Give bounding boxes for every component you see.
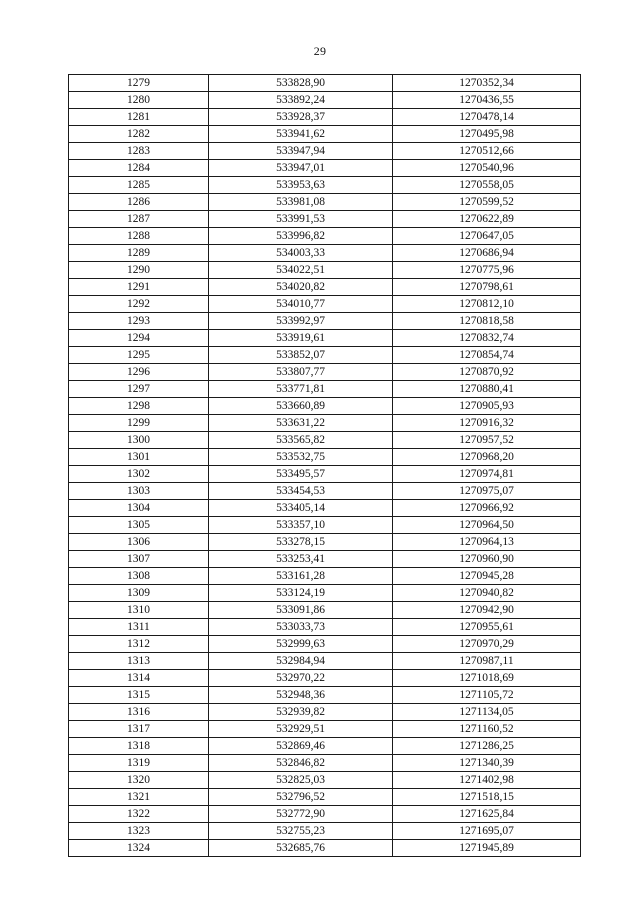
y-coordinate-cell: 1270970,29 bbox=[393, 636, 581, 653]
x-coordinate-cell: 532772,90 bbox=[209, 806, 393, 823]
x-coordinate-cell: 533992,97 bbox=[209, 313, 393, 330]
y-coordinate-cell: 1270916,32 bbox=[393, 415, 581, 432]
table-row bbox=[69, 364, 581, 381]
table-row bbox=[69, 840, 581, 857]
table-row bbox=[69, 245, 581, 262]
x-coordinate-cell: 533660,89 bbox=[209, 398, 393, 415]
point-number-cell: 1288 bbox=[69, 228, 209, 245]
point-number-cell: 1308 bbox=[69, 568, 209, 585]
y-coordinate-cell: 1270870,92 bbox=[393, 364, 581, 381]
x-coordinate-cell: 534022,51 bbox=[209, 262, 393, 279]
y-coordinate-cell: 1270818,58 bbox=[393, 313, 581, 330]
table-row bbox=[69, 534, 581, 551]
x-coordinate-cell: 533278,15 bbox=[209, 534, 393, 551]
point-number-cell: 1280 bbox=[69, 92, 209, 109]
point-number-cell: 1287 bbox=[69, 211, 209, 228]
table-row bbox=[69, 602, 581, 619]
point-number-cell: 1295 bbox=[69, 347, 209, 364]
y-coordinate-cell: 1270775,96 bbox=[393, 262, 581, 279]
x-coordinate-cell: 533828,90 bbox=[209, 75, 393, 92]
x-coordinate-cell: 533892,24 bbox=[209, 92, 393, 109]
x-coordinate-cell: 532825,03 bbox=[209, 772, 393, 789]
table-row bbox=[69, 143, 581, 160]
y-coordinate-cell: 1271286,25 bbox=[393, 738, 581, 755]
table-row bbox=[69, 806, 581, 823]
table-row bbox=[69, 670, 581, 687]
y-coordinate-cell: 1271518,15 bbox=[393, 789, 581, 806]
point-number-cell: 1289 bbox=[69, 245, 209, 262]
table-row bbox=[69, 687, 581, 704]
x-coordinate-cell: 532929,51 bbox=[209, 721, 393, 738]
table-row bbox=[69, 109, 581, 126]
point-number-cell: 1316 bbox=[69, 704, 209, 721]
table-row bbox=[69, 92, 581, 109]
y-coordinate-cell: 1270436,55 bbox=[393, 92, 581, 109]
table-row bbox=[69, 75, 581, 92]
table-row bbox=[69, 551, 581, 568]
table-row bbox=[69, 568, 581, 585]
point-number-cell: 1319 bbox=[69, 755, 209, 772]
x-coordinate-cell: 532999,63 bbox=[209, 636, 393, 653]
point-number-cell: 1305 bbox=[69, 517, 209, 534]
table-row bbox=[69, 330, 581, 347]
table-row bbox=[69, 585, 581, 602]
table-row bbox=[69, 347, 581, 364]
x-coordinate-cell: 532984,94 bbox=[209, 653, 393, 670]
table-row bbox=[69, 177, 581, 194]
point-number-cell: 1296 bbox=[69, 364, 209, 381]
point-number-cell: 1281 bbox=[69, 109, 209, 126]
y-coordinate-cell: 1271105,72 bbox=[393, 687, 581, 704]
y-coordinate-cell: 1270974,81 bbox=[393, 466, 581, 483]
table-row bbox=[69, 755, 581, 772]
point-number-cell: 1315 bbox=[69, 687, 209, 704]
y-coordinate-cell: 1270987,11 bbox=[393, 653, 581, 670]
point-number-cell: 1298 bbox=[69, 398, 209, 415]
y-coordinate-cell: 1270964,13 bbox=[393, 534, 581, 551]
y-coordinate-cell: 1270647,05 bbox=[393, 228, 581, 245]
table-row bbox=[69, 772, 581, 789]
point-number-cell: 1311 bbox=[69, 619, 209, 636]
y-coordinate-cell: 1270512,66 bbox=[393, 143, 581, 160]
x-coordinate-cell: 533928,37 bbox=[209, 109, 393, 126]
table-row bbox=[69, 789, 581, 806]
x-coordinate-cell: 533405,14 bbox=[209, 500, 393, 517]
point-number-cell: 1323 bbox=[69, 823, 209, 840]
table-row bbox=[69, 483, 581, 500]
table-row bbox=[69, 296, 581, 313]
table-row bbox=[69, 636, 581, 653]
table-row bbox=[69, 228, 581, 245]
y-coordinate-cell: 1270945,28 bbox=[393, 568, 581, 585]
point-number-cell: 1292 bbox=[69, 296, 209, 313]
x-coordinate-cell: 532685,76 bbox=[209, 840, 393, 857]
table-row bbox=[69, 500, 581, 517]
x-coordinate-cell: 533941,62 bbox=[209, 126, 393, 143]
table-row bbox=[69, 449, 581, 466]
table-row bbox=[69, 160, 581, 177]
x-coordinate-cell: 533771,81 bbox=[209, 381, 393, 398]
x-coordinate-cell: 533091,86 bbox=[209, 602, 393, 619]
table-row bbox=[69, 738, 581, 755]
y-coordinate-cell: 1271695,07 bbox=[393, 823, 581, 840]
table-row bbox=[69, 517, 581, 534]
y-coordinate-cell: 1270686,94 bbox=[393, 245, 581, 262]
y-coordinate-cell: 1270495,98 bbox=[393, 126, 581, 143]
x-coordinate-cell: 533454,53 bbox=[209, 483, 393, 500]
table-row bbox=[69, 721, 581, 738]
point-number-cell: 1307 bbox=[69, 551, 209, 568]
y-coordinate-cell: 1270905,93 bbox=[393, 398, 581, 415]
point-number-cell: 1291 bbox=[69, 279, 209, 296]
point-number-cell: 1294 bbox=[69, 330, 209, 347]
point-number-cell: 1318 bbox=[69, 738, 209, 755]
point-number-cell: 1285 bbox=[69, 177, 209, 194]
y-coordinate-cell: 1271018,69 bbox=[393, 670, 581, 687]
x-coordinate-cell: 533631,22 bbox=[209, 415, 393, 432]
x-coordinate-cell: 533532,75 bbox=[209, 449, 393, 466]
x-coordinate-cell: 533807,77 bbox=[209, 364, 393, 381]
table-row bbox=[69, 381, 581, 398]
y-coordinate-cell: 1270942,90 bbox=[393, 602, 581, 619]
point-number-cell: 1293 bbox=[69, 313, 209, 330]
point-number-cell: 1303 bbox=[69, 483, 209, 500]
x-coordinate-cell: 533919,61 bbox=[209, 330, 393, 347]
point-number-cell: 1312 bbox=[69, 636, 209, 653]
x-coordinate-cell: 533981,08 bbox=[209, 194, 393, 211]
x-coordinate-cell: 532970,22 bbox=[209, 670, 393, 687]
y-coordinate-cell: 1270880,41 bbox=[393, 381, 581, 398]
y-coordinate-cell: 1270540,96 bbox=[393, 160, 581, 177]
point-number-cell: 1302 bbox=[69, 466, 209, 483]
point-number-cell: 1306 bbox=[69, 534, 209, 551]
x-coordinate-cell: 533124,19 bbox=[209, 585, 393, 602]
y-coordinate-cell: 1270964,50 bbox=[393, 517, 581, 534]
coordinates-table bbox=[68, 74, 581, 857]
point-number-cell: 1283 bbox=[69, 143, 209, 160]
point-number-cell: 1297 bbox=[69, 381, 209, 398]
y-coordinate-cell: 1271340,39 bbox=[393, 755, 581, 772]
y-coordinate-cell: 1270968,20 bbox=[393, 449, 581, 466]
x-coordinate-cell: 534003,33 bbox=[209, 245, 393, 262]
y-coordinate-cell: 1271134,05 bbox=[393, 704, 581, 721]
point-number-cell: 1314 bbox=[69, 670, 209, 687]
point-number-cell: 1304 bbox=[69, 500, 209, 517]
x-coordinate-cell: 532939,82 bbox=[209, 704, 393, 721]
y-coordinate-cell: 1270812,10 bbox=[393, 296, 581, 313]
point-number-cell: 1313 bbox=[69, 653, 209, 670]
y-coordinate-cell: 1270957,52 bbox=[393, 432, 581, 449]
table-row bbox=[69, 415, 581, 432]
page-number: 29 bbox=[313, 44, 327, 58]
x-coordinate-cell: 532948,36 bbox=[209, 687, 393, 704]
table-row bbox=[69, 211, 581, 228]
table-row bbox=[69, 653, 581, 670]
x-coordinate-cell: 533947,94 bbox=[209, 143, 393, 160]
coordinates-table-body bbox=[69, 75, 581, 857]
table-row bbox=[69, 704, 581, 721]
x-coordinate-cell: 533161,28 bbox=[209, 568, 393, 585]
y-coordinate-cell: 1271402,98 bbox=[393, 772, 581, 789]
point-number-cell: 1300 bbox=[69, 432, 209, 449]
x-coordinate-cell: 533253,41 bbox=[209, 551, 393, 568]
x-coordinate-cell: 533996,82 bbox=[209, 228, 393, 245]
y-coordinate-cell: 1270352,34 bbox=[393, 75, 581, 92]
table-row bbox=[69, 619, 581, 636]
x-coordinate-cell: 532755,23 bbox=[209, 823, 393, 840]
y-coordinate-cell: 1270478,14 bbox=[393, 109, 581, 126]
point-number-cell: 1324 bbox=[69, 840, 209, 857]
table-row bbox=[69, 194, 581, 211]
x-coordinate-cell: 533495,57 bbox=[209, 466, 393, 483]
point-number-cell: 1299 bbox=[69, 415, 209, 432]
point-number-cell: 1317 bbox=[69, 721, 209, 738]
x-coordinate-cell: 532796,52 bbox=[209, 789, 393, 806]
point-number-cell: 1321 bbox=[69, 789, 209, 806]
y-coordinate-cell: 1271945,89 bbox=[393, 840, 581, 857]
x-coordinate-cell: 534020,82 bbox=[209, 279, 393, 296]
y-coordinate-cell: 1270975,07 bbox=[393, 483, 581, 500]
point-number-cell: 1309 bbox=[69, 585, 209, 602]
y-coordinate-cell: 1270966,92 bbox=[393, 500, 581, 517]
x-coordinate-cell: 533033,73 bbox=[209, 619, 393, 636]
y-coordinate-cell: 1270940,82 bbox=[393, 585, 581, 602]
y-coordinate-cell: 1271160,52 bbox=[393, 721, 581, 738]
table-row bbox=[69, 398, 581, 415]
x-coordinate-cell: 533565,82 bbox=[209, 432, 393, 449]
x-coordinate-cell: 533991,53 bbox=[209, 211, 393, 228]
x-coordinate-cell: 532869,46 bbox=[209, 738, 393, 755]
y-coordinate-cell: 1270599,52 bbox=[393, 194, 581, 211]
table-row bbox=[69, 466, 581, 483]
point-number-cell: 1310 bbox=[69, 602, 209, 619]
y-coordinate-cell: 1271625,84 bbox=[393, 806, 581, 823]
x-coordinate-cell: 533953,63 bbox=[209, 177, 393, 194]
point-number-cell: 1282 bbox=[69, 126, 209, 143]
y-coordinate-cell: 1270854,74 bbox=[393, 347, 581, 364]
x-coordinate-cell: 533947,01 bbox=[209, 160, 393, 177]
table-row bbox=[69, 313, 581, 330]
x-coordinate-cell: 534010,77 bbox=[209, 296, 393, 313]
x-coordinate-cell: 533852,07 bbox=[209, 347, 393, 364]
coordinates-table-container bbox=[68, 74, 580, 857]
table-row bbox=[69, 262, 581, 279]
point-number-cell: 1301 bbox=[69, 449, 209, 466]
point-number-cell: 1322 bbox=[69, 806, 209, 823]
point-number-cell: 1286 bbox=[69, 194, 209, 211]
point-number-cell: 1320 bbox=[69, 772, 209, 789]
point-number-cell: 1284 bbox=[69, 160, 209, 177]
y-coordinate-cell: 1270622,89 bbox=[393, 211, 581, 228]
y-coordinate-cell: 1270955,61 bbox=[393, 619, 581, 636]
y-coordinate-cell: 1270798,61 bbox=[393, 279, 581, 296]
y-coordinate-cell: 1270558,05 bbox=[393, 177, 581, 194]
table-row bbox=[69, 823, 581, 840]
table-row bbox=[69, 279, 581, 296]
y-coordinate-cell: 1270960,90 bbox=[393, 551, 581, 568]
x-coordinate-cell: 532846,82 bbox=[209, 755, 393, 772]
point-number-cell: 1290 bbox=[69, 262, 209, 279]
x-coordinate-cell: 533357,10 bbox=[209, 517, 393, 534]
table-row bbox=[69, 432, 581, 449]
y-coordinate-cell: 1270832,74 bbox=[393, 330, 581, 347]
point-number-cell: 1279 bbox=[69, 75, 209, 92]
table-row bbox=[69, 126, 581, 143]
